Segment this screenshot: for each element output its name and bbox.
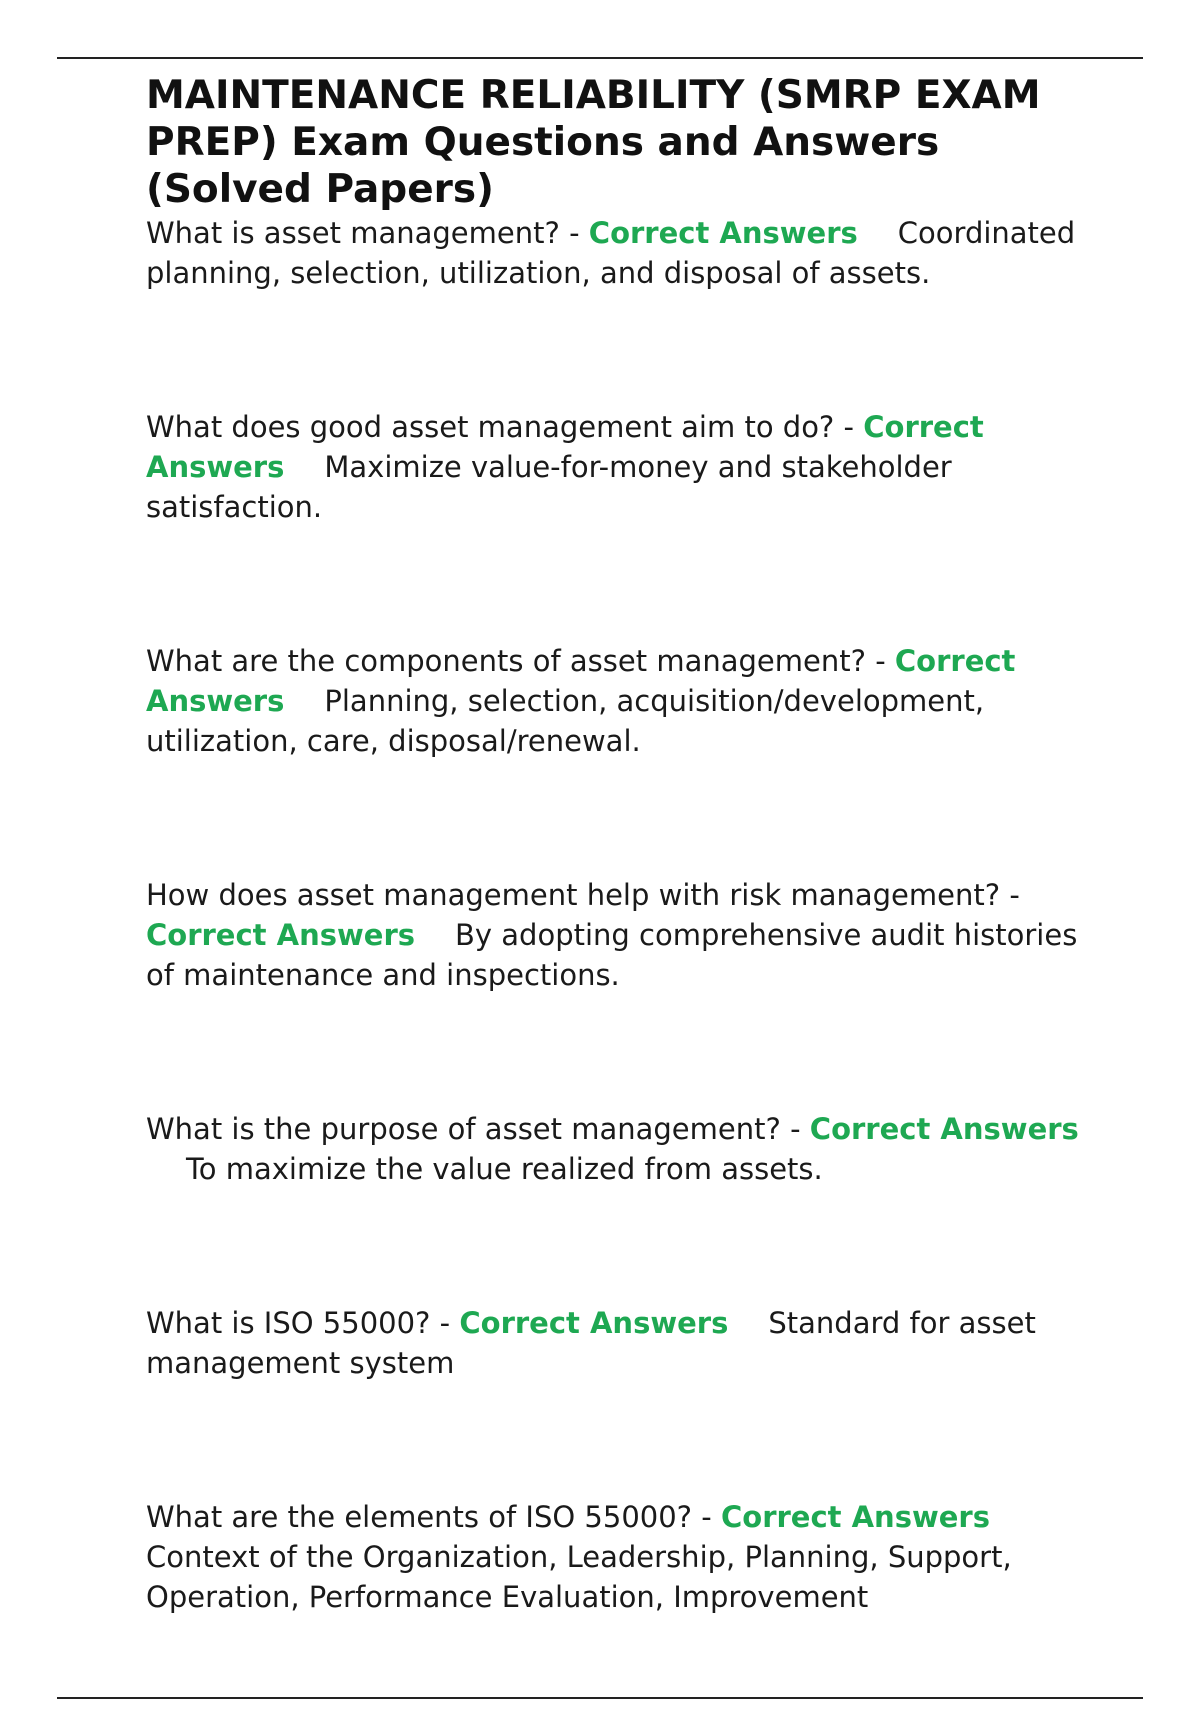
- separator: -: [559, 216, 589, 250]
- question-text: What are the elements of ISO 55000?: [146, 1500, 693, 1534]
- answer-text: Coordinated planning, selection, utilization, and disposal of assets.: [146, 216, 1076, 290]
- qa-item: [146, 1109, 1086, 1189]
- qa-item: [146, 213, 1086, 293]
- question-text: What is asset management?: [146, 216, 560, 250]
- answer-text: By adopting comprehensive audit histories of maintenance and inspections.: [146, 918, 1078, 992]
- qa-item: [146, 875, 1086, 995]
- question-text: What are the components of asset management?: [146, 644, 866, 678]
- qa-item: [146, 641, 1086, 761]
- document-title: MAINTENANCE RELIABILITY (SMRP EXAM PREP) Exam Questions and Answers (Solved Papers): [146, 73, 1041, 212]
- separator: -: [780, 1112, 810, 1146]
- answer-label: Correct Answers: [459, 1306, 729, 1340]
- question-text: How does asset management help with risk management?: [146, 878, 1001, 912]
- bottom-rule: [57, 1697, 1143, 1699]
- question-text: What does good asset management aim to do?: [146, 410, 835, 444]
- question-text: What is the purpose of asset management?: [146, 1112, 781, 1146]
- answer-label: Correct Answers: [146, 918, 416, 952]
- document-body: [146, 72, 1086, 1731]
- answer-text: Standard for asset management system: [146, 1306, 1036, 1380]
- qa-list: [146, 213, 1086, 1617]
- qa-item: [146, 1497, 1086, 1617]
- separator: -: [692, 1500, 721, 1534]
- top-rule: [57, 57, 1143, 59]
- answer-label: Correct Answers: [720, 1500, 990, 1534]
- separator: -: [1000, 878, 1020, 912]
- answer-label: Correct Answers: [146, 644, 1016, 718]
- separator: -: [865, 644, 895, 678]
- answer-label: Correct Answers: [146, 410, 984, 484]
- answer-text: To maximize the value realized from assets.: [186, 1152, 823, 1186]
- answer-text: Planning, selection, acquisition/development, utilization, care, disposal/renewal.: [146, 684, 985, 758]
- separator: -: [834, 410, 864, 444]
- qa-item: [146, 407, 1086, 527]
- question-text: What is ISO 55000?: [146, 1306, 431, 1340]
- answer-text: Maximize value-for-money and stakeholder satisfaction.: [146, 450, 952, 524]
- qa-item: [146, 1303, 1086, 1383]
- answer-label: Correct Answers: [588, 216, 858, 250]
- answer-label: Correct Answers: [809, 1112, 1079, 1146]
- answer-text: Context of the Organization, Leadership, Planning, Support, Operation, Performance Evaluation, Improvement: [146, 1540, 1012, 1614]
- separator: -: [430, 1306, 460, 1340]
